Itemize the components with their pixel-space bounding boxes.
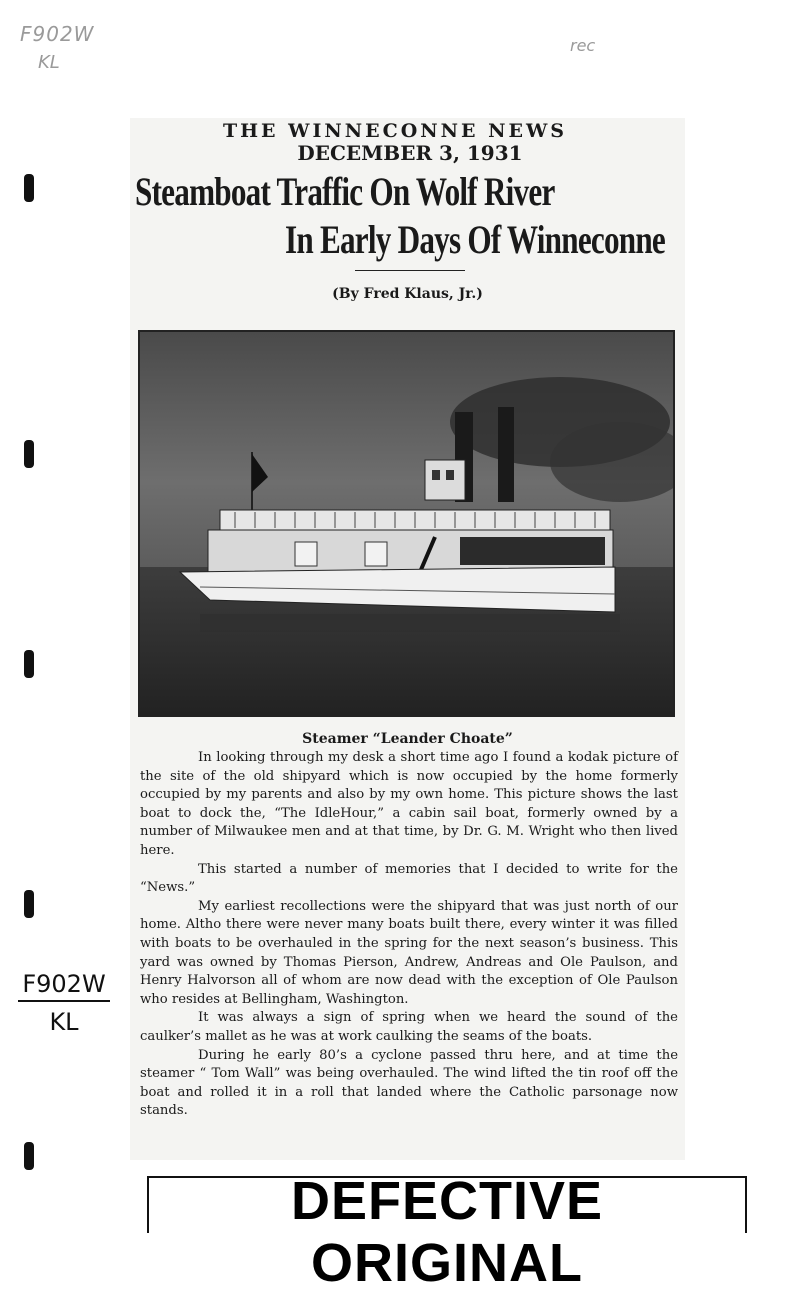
binding-hole [24, 890, 34, 918]
article-paragraph: My earliest recollections were the shipyard that was just north of our home. Altho there were never many boats built there, every winter it was filled with boats to be overhauled in the spring for the next season’s business. This yard was owned by Thomas Pierson, Andrew, Andreas and Ole Paulson, and Henry Halvorson all of whom are now dead with the exception of Ole Paulson who resides at Bellingham, Washington. [140, 898, 678, 1007]
article-paragraph: During he early 80’s a cyclone passed thru here, and at time the steamer “ Tom Wall” was being overhauled. The wind lifted the tin roof off the boat and rolled it in a roll that landed where the Catholic parsonage now stands. [140, 1047, 678, 1119]
call-number-line2: KL [49, 1008, 79, 1036]
pencil-mark-cutter: KL [38, 52, 60, 73]
photo-caption: Steamer “Leander Choate” [302, 731, 513, 747]
pencil-mark-corner: rec [570, 36, 596, 55]
headline-line1: Steamboat Traffic On Wolf River [135, 169, 555, 214]
headline-rule [355, 270, 465, 271]
defective-original-stamp [147, 1171, 747, 1293]
article-paragraph: In looking through my desk a short time ago I found a kodak picture of the site of the old shipyard which is now occupied by the home formerly occupied by my parents and also by my own home. This picture shows the last boat to dock the, “The IdleHour,” a cabin sail boat, formerly owned by a number of Milwaukee men and at that time, by Dr. G. M. Wright who then lived here. [140, 750, 678, 858]
steamboat-photo [138, 330, 675, 717]
stamp-text: DEFECTIVE ORIGINAL [290, 1171, 604, 1293]
binding-hole [24, 1142, 34, 1170]
article-paragraph: It was always a sign of spring when we heard the sound of the caulker’s mallet as he was at work caulking the seams of the boats. [140, 1010, 678, 1044]
newspaper-masthead: THE WINNECONNE NEWS [222, 120, 568, 142]
binding-hole [24, 174, 34, 202]
byline: (By Fred Klaus, Jr.) [332, 286, 483, 302]
handwritten-call-number [18, 970, 110, 1036]
headline-line2: In Early Days Of Winneconne [285, 217, 665, 262]
publication-date: DECEMBER 3, 1931 [297, 141, 523, 165]
article-body [140, 749, 678, 1121]
call-number-line1: F902W [18, 970, 110, 1002]
binding-hole [24, 440, 34, 468]
article-paragraph: This started a number of memories that I decided to write for the “News.” [140, 861, 678, 896]
binding-hole [24, 650, 34, 678]
steamboat-illustration [140, 332, 673, 715]
pencil-mark-call-number: F902W [20, 22, 95, 46]
